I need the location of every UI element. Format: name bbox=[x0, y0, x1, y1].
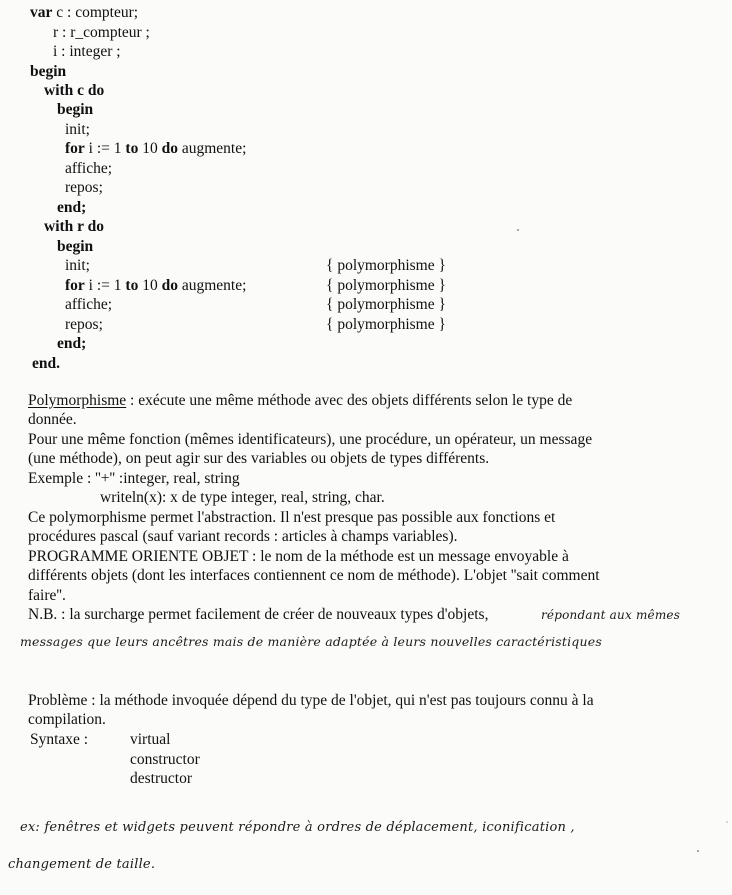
code-begin-inner: begin bbox=[57, 101, 94, 118]
code-with-r: with r do bbox=[44, 218, 105, 235]
code-end-r: end; bbox=[57, 335, 87, 352]
code-line-i: i : integer ; bbox=[53, 43, 121, 60]
para-line-5: Ce polymorphisme permet l'abstraction. Il n'est presque pas possible aux fonctions et bbox=[28, 509, 556, 526]
handwritten-example-line1: ex: fenêtres et widgets peuvent répondre à ordres de déplacement, iconification , bbox=[20, 820, 575, 835]
code-line-r: r : r_compteur ; bbox=[53, 24, 150, 41]
probleme-line-1: Problème : la méthode invoquée dépend du type de l'objet, qui n'est pas toujours connu à la bbox=[28, 692, 594, 709]
handwritten-example-line2: changement de taille. bbox=[8, 857, 156, 872]
code-repos: repos; bbox=[65, 179, 103, 196]
keyword-virtual: virtual bbox=[130, 731, 171, 748]
code-affiche: affiche; bbox=[65, 160, 113, 177]
keyword-destructor: destructor bbox=[130, 770, 192, 787]
handwritten-note-1: répondant aux mêmes bbox=[541, 608, 681, 622]
keyword-constructor: constructor bbox=[130, 751, 200, 768]
para-line-8: différents objets (dont les interfaces contiennent ce nom de méthode). L'objet ''sait comment bbox=[28, 567, 600, 584]
para-line-7: PROGRAMME ORIENTE OBJET : le nom de la méthode est un message envoyable à bbox=[28, 548, 569, 565]
comment-4: { polymorphisme } bbox=[326, 316, 446, 333]
code-end-final: end. bbox=[32, 355, 60, 372]
para-line-3: Exemple : ''+'' :integer, real, string bbox=[28, 470, 240, 487]
code-end-inner: end; bbox=[57, 199, 87, 216]
code-line-var: var c : compteur; bbox=[30, 4, 139, 21]
comment-3: { polymorphisme } bbox=[326, 296, 446, 313]
poly-title: Polymorphisme bbox=[28, 392, 127, 409]
code-for-r: for i := 1 to 10 do augmente; bbox=[65, 277, 247, 294]
para-line-6: procédures pascal (sauf variant records : articles à champs variables). bbox=[28, 528, 458, 545]
handwritten-note-2: messages que leurs ancêtres mais de manière adaptée à leurs nouvelles caractéristiques bbox=[20, 634, 602, 649]
probleme-line-2: compilation. bbox=[28, 711, 106, 728]
comment-1: { polymorphisme } bbox=[326, 257, 446, 274]
code-begin: begin bbox=[30, 63, 67, 80]
para-line-9: faire''. bbox=[28, 587, 66, 604]
code-for: for i := 1 to 10 do augmente; bbox=[65, 140, 247, 157]
syntaxe-label: Syntaxe : bbox=[30, 731, 89, 748]
para-line-10: N.B. : la surcharge permet facilement de créer de nouveaux types d'objets, bbox=[28, 606, 489, 623]
code-with-c: with c do bbox=[44, 82, 105, 99]
poly-definition-line2: donnée. bbox=[28, 411, 77, 428]
para-line-2: (une méthode), on peut agir sur des variables ou objets de types différents. bbox=[28, 450, 490, 467]
code-init-r: init; bbox=[65, 257, 90, 274]
para-line-4: writeln(x): x de type integer, real, string, char. bbox=[100, 489, 385, 506]
poly-definition-line1: Polymorphisme : exécute une même méthode avec des objets différents selon le type de bbox=[28, 392, 573, 409]
comment-2: { polymorphisme } bbox=[326, 277, 446, 294]
code-init: init; bbox=[65, 121, 90, 138]
code-repos-r: repos; bbox=[65, 316, 103, 333]
code-begin-r: begin bbox=[57, 238, 94, 255]
para-line-1: Pour une même fonction (mêmes identificateurs), une procédure, un opérateur, un message bbox=[28, 431, 593, 448]
code-affiche-r: affiche; bbox=[65, 296, 113, 313]
